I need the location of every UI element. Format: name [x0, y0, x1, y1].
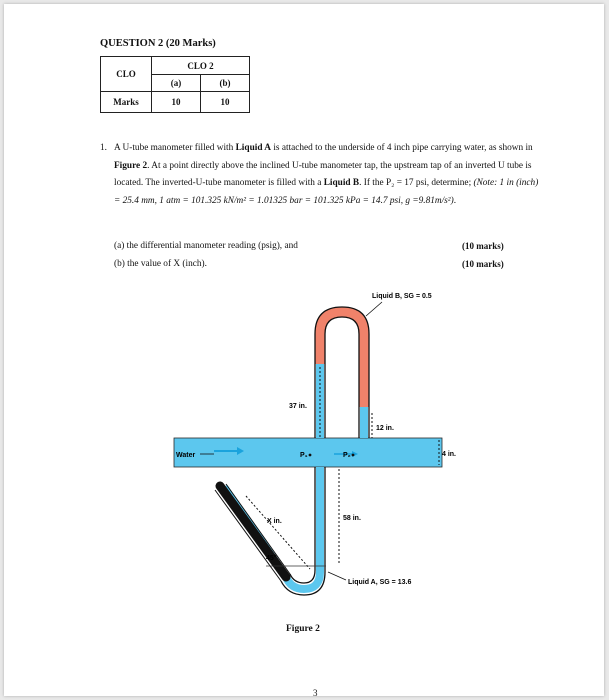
figure-ref: Figure 2 — [114, 160, 148, 171]
manometer-water-fill — [224, 467, 320, 589]
liquid-b-ref: Liquid B — [323, 178, 360, 188]
marks-a: 10 — [152, 92, 201, 113]
part-b-header: (b) — [201, 75, 250, 92]
marks-b: 10 — [201, 92, 250, 113]
clo-header: CLO — [101, 57, 152, 92]
p1-point — [309, 454, 312, 457]
label-xin: X in. — [267, 518, 282, 525]
manometer-right-wall-inner — [290, 467, 315, 583]
subquestion-a-marks: (10 marks) — [462, 241, 504, 251]
label-liquid-a: Liquid A, SG = 13.6 — [348, 579, 412, 586]
units-note: (Note: 1 in (inch) = 25.4 mm, 1 atm = 101.325 kN/m² = 1.01325 bar = 101.325 kPa = 14.7 psi, g =9.81m/s²) — [114, 178, 539, 206]
label-p1: P₁ — [300, 452, 308, 459]
subquestion-b: (b) the value of X (inch). — [114, 259, 207, 269]
liquid-b-pointer — [366, 302, 382, 316]
clo-value: CLO 2 — [152, 57, 250, 75]
part-a-header: (a) — [152, 75, 201, 92]
label-58in: 58 in. — [343, 515, 361, 522]
document-page — [4, 4, 604, 696]
label-4in: 4 in. — [442, 451, 457, 458]
label-45-deg: 45° — [266, 555, 277, 562]
problem-number: 1. — [100, 143, 107, 153]
figure-caption: Figure 2 — [286, 624, 320, 634]
figure-2-diagram — [4, 4, 604, 696]
marks-label: Marks — [101, 92, 152, 113]
label-water: Water — [176, 452, 196, 459]
label-p2: P₂ — [343, 452, 351, 459]
p2-point — [352, 454, 355, 457]
label-37in: 37 in. — [289, 403, 307, 410]
water-pipe — [174, 438, 442, 467]
label-liquid-b: Liquid B, SG = 0.5 — [372, 293, 432, 300]
label-12in: 12 in. — [376, 425, 394, 432]
liquid-a-ref: Liquid A — [235, 143, 272, 153]
liquid-a-pointer — [328, 572, 346, 580]
question-title: QUESTION 2 (20 Marks) — [100, 38, 216, 49]
liquid-a-column — [220, 486, 286, 577]
subquestion-b-marks: (10 marks) — [462, 259, 504, 269]
page-number: 3 — [313, 688, 318, 698]
inverted-u-tube-inner — [325, 317, 359, 438]
right-leg-water — [360, 407, 368, 438]
subquestion-a: (a) the differential manometer reading (psig), and — [114, 241, 298, 251]
problem-statement: 1. A U-tube manometer filled with Liquid A is attached to the underside of 4 inch pipe carrying water, as shown in Figure 2. At a point directly above the inclined U-tube manometer tap, the upstream tap of an inverted U tube is located. The inverted-U-tube manometer is filled with a Liquid B. If the P₂ = 17 psi, determine; (Note: 1 in (inch) = 25.4 mm, 1 atm = 101.325 kN/m² = 1.01325 bar = 101.325 kPa = 14.7 psi, g =9.81m/s²). — [100, 140, 540, 210]
